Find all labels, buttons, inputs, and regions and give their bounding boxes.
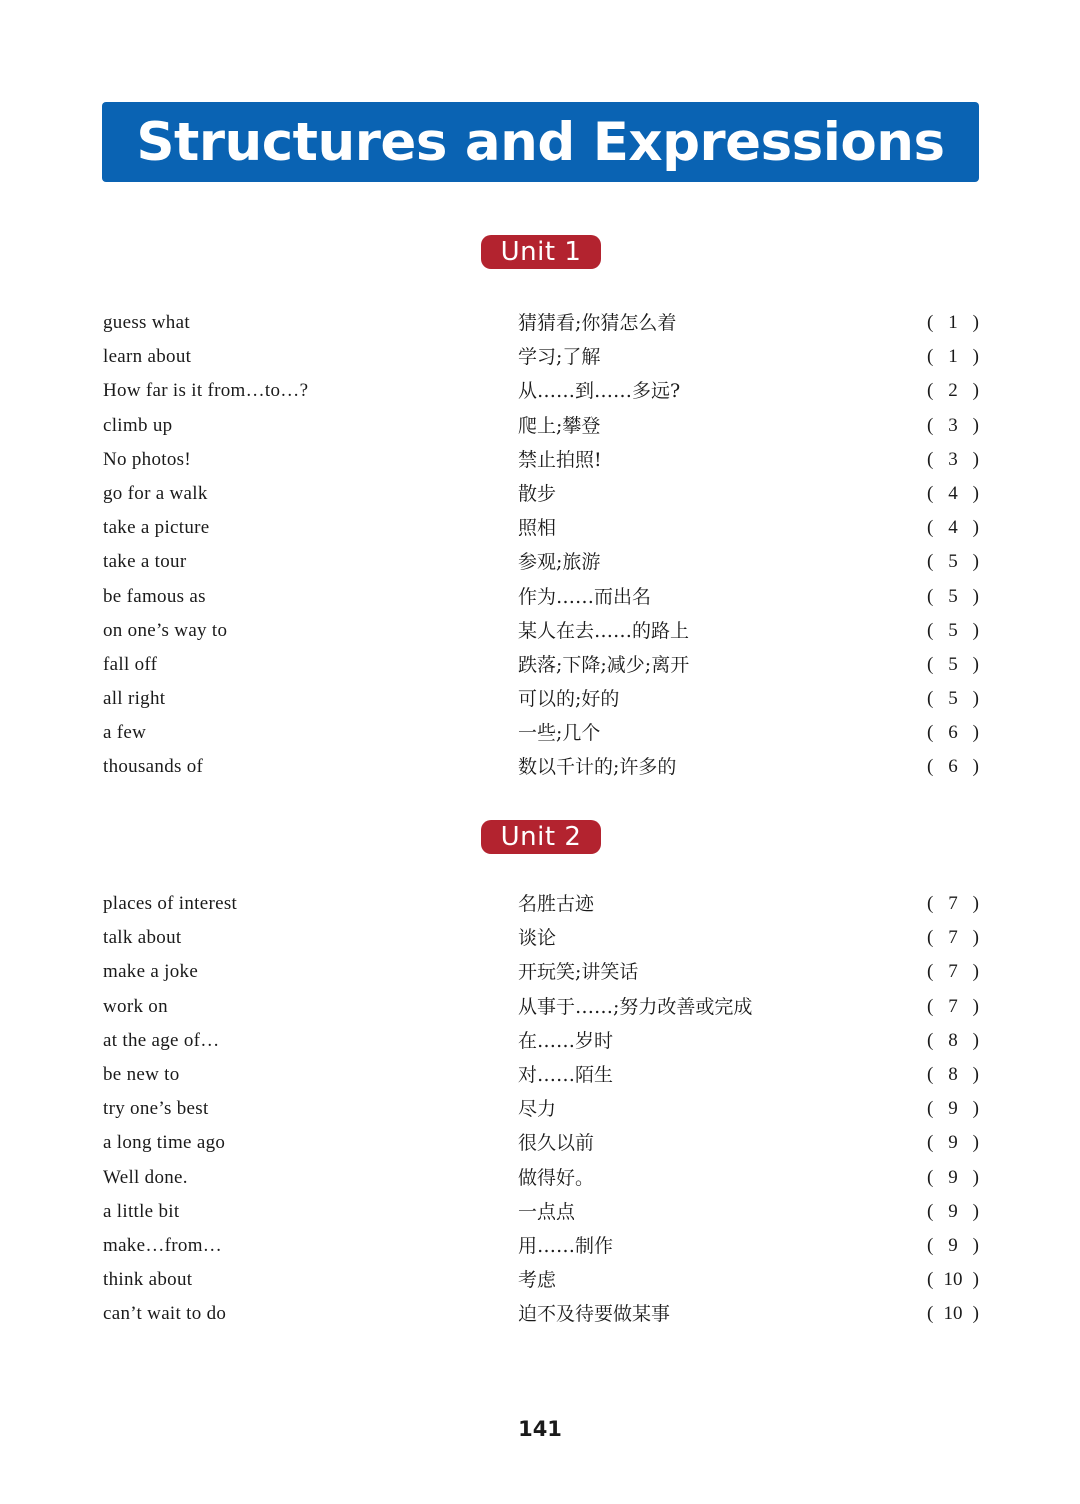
- expression-chinese: 作为……而出名: [518, 585, 652, 608]
- expression-page-ref: ( 1 ): [927, 340, 979, 374]
- expression-chinese: 学习;了解: [518, 346, 601, 369]
- expression-row: [103, 306, 979, 340]
- expression-english: a few: [103, 722, 147, 744]
- expression-page-ref: ( 10 ): [927, 1263, 979, 1297]
- expression-chinese: 很久以前: [518, 1132, 595, 1155]
- unit-2-badge: [481, 820, 601, 854]
- expression-page-ref: ( 8 ): [927, 1024, 979, 1058]
- expression-english: guess what: [103, 312, 190, 333]
- expression-row: [103, 887, 979, 921]
- expression-page-ref: ( 6 ): [927, 716, 979, 750]
- page-ref-number: 10: [943, 1303, 963, 1325]
- page-ref-number: 9: [948, 1166, 958, 1188]
- expression-page-ref: ( 5 ): [927, 545, 979, 579]
- expression-english: can’t wait to do: [103, 1303, 227, 1325]
- expression-english: No photos!: [103, 448, 191, 470]
- expression-chinese: 禁止拍照!: [518, 448, 602, 471]
- page-ref-number: 5: [948, 551, 958, 573]
- expression-chinese: 一些;几个: [518, 722, 601, 745]
- expression-english: learn about: [103, 346, 192, 368]
- expression-row: [103, 1161, 979, 1195]
- expression-chinese: 开玩笑;讲笑话: [518, 961, 639, 984]
- expression-chinese: 一点点: [518, 1200, 576, 1223]
- expression-page-ref: ( 7 ): [927, 887, 979, 921]
- page-ref-number: 8: [948, 1063, 958, 1085]
- expression-row: [103, 614, 979, 648]
- expression-page-ref: ( 5 ): [927, 614, 979, 648]
- expression-page-ref: ( 1 ): [927, 306, 979, 340]
- expression-english: a long time ago: [103, 1132, 226, 1154]
- expression-page-ref: ( 5 ): [927, 682, 979, 716]
- expression-english: thousands of: [103, 756, 204, 778]
- expression-chinese: 在……岁时: [518, 1029, 614, 1052]
- expression-page-ref: ( 6 ): [927, 750, 979, 784]
- expression-page-ref: ( 9 ): [927, 1092, 979, 1126]
- expression-row: [103, 580, 979, 614]
- expression-chinese: 散步: [518, 482, 557, 505]
- expression-chinese: 从事于……;努力改善或完成: [518, 995, 753, 1018]
- expression-row: [103, 1263, 979, 1297]
- expression-english: on one’s way to: [103, 619, 228, 641]
- expression-chinese: 照相: [518, 517, 557, 540]
- page-ref-number: 7: [948, 927, 958, 949]
- page-ref-number: 3: [948, 448, 958, 470]
- page-ref-number: 3: [948, 414, 958, 436]
- expression-page-ref: ( 10 ): [927, 1297, 979, 1331]
- expression-page-ref: ( 4 ): [927, 477, 979, 511]
- expression-page-ref: ( 9 ): [927, 1161, 979, 1195]
- expression-page-ref: ( 9 ): [927, 1126, 979, 1160]
- expression-chinese: 用……制作: [518, 1234, 614, 1257]
- page-ref-number: 7: [948, 893, 958, 914]
- page-ref-number: 7: [948, 961, 958, 983]
- expression-row: [103, 1229, 979, 1263]
- expression-chinese: 迫不及待要做某事: [518, 1303, 671, 1326]
- expression-english: at the age of…: [103, 1029, 220, 1051]
- expression-page-ref: ( 7 ): [927, 955, 979, 989]
- expression-row: [103, 443, 979, 477]
- expression-chinese: 做得好。: [518, 1166, 595, 1189]
- expression-row: [103, 750, 979, 784]
- expression-chinese: 对……陌生: [518, 1063, 614, 1086]
- expression-row: [103, 340, 979, 374]
- expression-page-ref: ( 5 ): [927, 580, 979, 614]
- expression-row: [103, 409, 979, 443]
- expression-chinese: 跌落;下降;减少;离开: [518, 653, 690, 676]
- expression-row: [103, 1024, 979, 1058]
- expression-chinese: 名胜古迹: [518, 893, 595, 915]
- unit-1-expression-list: [103, 306, 979, 785]
- expression-row: [103, 682, 979, 716]
- expression-english: climb up: [103, 414, 173, 436]
- expression-english: a little bit: [103, 1200, 180, 1222]
- expression-english: think about: [103, 1269, 193, 1291]
- page-ref-number: 6: [948, 722, 958, 744]
- expression-page-ref: ( 7 ): [927, 921, 979, 955]
- expression-english: How far is it from…to…?: [103, 380, 309, 402]
- expression-chinese: 可以的;好的: [518, 688, 620, 711]
- expression-english: places of interest: [103, 893, 238, 914]
- page-ref-number: 7: [948, 995, 958, 1017]
- expression-chinese: 考虑: [518, 1269, 557, 1292]
- title-banner: [102, 102, 979, 182]
- page-ref-number: 9: [948, 1132, 958, 1154]
- page-ref-number: 5: [948, 688, 958, 710]
- page-ref-number: 8: [948, 1029, 958, 1051]
- expression-chinese: 猜猜看;你猜怎么着: [518, 312, 677, 334]
- expression-chinese: 尽力: [518, 1098, 557, 1121]
- expression-page-ref: ( 3 ): [927, 443, 979, 477]
- expression-english: fall off: [103, 653, 158, 675]
- page-ref-number: 1: [948, 312, 958, 333]
- expression-row: [103, 1297, 979, 1331]
- expression-row: [103, 477, 979, 511]
- page-ref-number: 5: [948, 653, 958, 675]
- expression-page-ref: ( 7 ): [927, 990, 979, 1024]
- expression-row: [103, 374, 979, 408]
- expression-chinese: 参观;旅游: [518, 551, 601, 574]
- page-ref-number: 9: [948, 1200, 958, 1222]
- expression-english: work on: [103, 995, 168, 1017]
- expression-english: take a picture: [103, 517, 210, 539]
- expression-page-ref: ( 3 ): [927, 409, 979, 443]
- expression-english: all right: [103, 688, 166, 710]
- expression-page-ref: ( 2 ): [927, 374, 979, 408]
- expression-chinese: 谈论: [518, 927, 557, 950]
- expression-page-ref: ( 9 ): [927, 1195, 979, 1229]
- expression-english: be famous as: [103, 585, 206, 607]
- expression-row: [103, 990, 979, 1024]
- expression-english: be new to: [103, 1063, 180, 1085]
- expression-english: Well done.: [103, 1166, 188, 1188]
- expression-chinese: 从……到……多远?: [518, 380, 681, 403]
- expression-chinese: 某人在去……的路上: [518, 619, 690, 642]
- expression-row: [103, 1126, 979, 1160]
- expression-row: [103, 1195, 979, 1229]
- page-ref-number: 6: [948, 756, 958, 778]
- unit-1-label: Unit 1: [500, 237, 582, 267]
- expression-row: [103, 648, 979, 682]
- expression-english: make a joke: [103, 961, 199, 983]
- page-ref-number: 5: [948, 619, 958, 641]
- expression-row: [103, 955, 979, 989]
- expression-chinese: 爬上;攀登: [518, 414, 601, 437]
- page-ref-number: 9: [948, 1098, 958, 1120]
- expression-row: [103, 921, 979, 955]
- expression-page-ref: ( 5 ): [927, 648, 979, 682]
- unit-2-label: Unit 2: [500, 822, 582, 852]
- page-ref-number: 5: [948, 585, 958, 607]
- page-ref-number: 1: [948, 346, 958, 368]
- page-ref-number: 4: [948, 482, 958, 504]
- expression-page-ref: ( 4 ): [927, 511, 979, 545]
- unit-2-expression-list: [103, 887, 979, 1331]
- expression-row: [103, 1058, 979, 1092]
- expression-english: take a tour: [103, 551, 187, 573]
- page-ref-number: 10: [943, 1269, 963, 1291]
- expression-row: [103, 511, 979, 545]
- expression-row: [103, 1092, 979, 1126]
- expression-english: try one’s best: [103, 1098, 209, 1120]
- expression-row: [103, 716, 979, 750]
- page-title: Structures and Expressions: [136, 111, 945, 173]
- page-ref-number: 9: [948, 1234, 958, 1256]
- expression-page-ref: ( 9 ): [927, 1229, 979, 1263]
- expression-english: talk about: [103, 927, 182, 949]
- expression-chinese: 数以千计的;许多的: [518, 756, 677, 779]
- page-ref-number: 2: [948, 380, 958, 402]
- unit-1-badge: [481, 235, 601, 269]
- expression-english: go for a walk: [103, 482, 208, 504]
- expression-row: [103, 545, 979, 579]
- page-number: 141: [518, 1417, 562, 1441]
- expression-english: make…from…: [103, 1234, 223, 1256]
- page-ref-number: 4: [948, 517, 958, 539]
- expression-page-ref: ( 8 ): [927, 1058, 979, 1092]
